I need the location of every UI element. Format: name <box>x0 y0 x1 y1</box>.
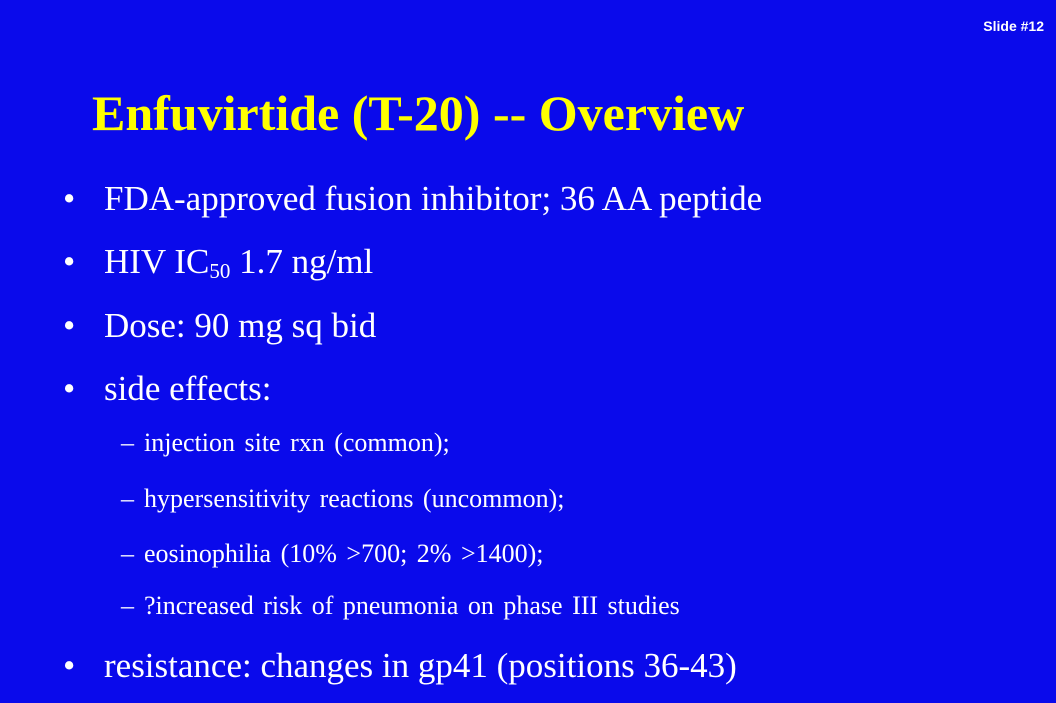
slide-number: Slide #12 <box>983 18 1044 34</box>
sub-bullet-text: hypersensitivity reactions (uncommon); <box>144 484 565 513</box>
bullet-marker: • <box>63 242 76 281</box>
sub-bullet-pneumonia <box>121 593 680 619</box>
dash-marker: – <box>121 428 134 457</box>
bullet-marker: • <box>63 369 76 408</box>
dash-marker: – <box>121 484 134 513</box>
bullet-text-subscript: 50 <box>209 259 231 283</box>
sub-bullet-injection <box>121 430 450 456</box>
bullet-item-resistance <box>63 648 737 683</box>
sub-bullet-text: eosinophilia (10% >700; 2% >1400); <box>144 539 544 568</box>
bullet-item-ic50 <box>63 242 374 283</box>
sub-bullet-eosinophilia <box>121 541 544 567</box>
slide-title: Enfuvirtide (T-20) -- Overview <box>92 85 745 141</box>
bullet-text: resistance: changes in gp41 (positions 36-43) <box>104 646 737 685</box>
bullet-text-prefix: HIV IC <box>104 242 210 281</box>
sub-bullet-text: injection site rxn (common); <box>144 428 450 457</box>
bullet-marker: • <box>63 306 76 345</box>
bullet-text: Dose: 90 mg sq bid <box>104 306 377 345</box>
bullet-item-dose <box>63 308 376 343</box>
dash-marker: – <box>121 591 134 620</box>
dash-marker: – <box>121 539 134 568</box>
bullet-marker: • <box>63 179 76 218</box>
bullet-item-side-effects <box>63 371 271 406</box>
sub-bullet-text: ?increased risk of pneumonia on phase III studies <box>144 591 680 620</box>
bullet-text: side effects: <box>104 369 272 408</box>
bullet-marker: • <box>63 646 76 685</box>
bullet-item-fda <box>63 181 762 216</box>
bullet-text-suffix: 1.7 ng/ml <box>230 242 374 281</box>
sub-bullet-hypersensitivity <box>121 486 564 512</box>
bullet-text: FDA-approved fusion inhibitor; 36 AA peptide <box>104 179 763 218</box>
